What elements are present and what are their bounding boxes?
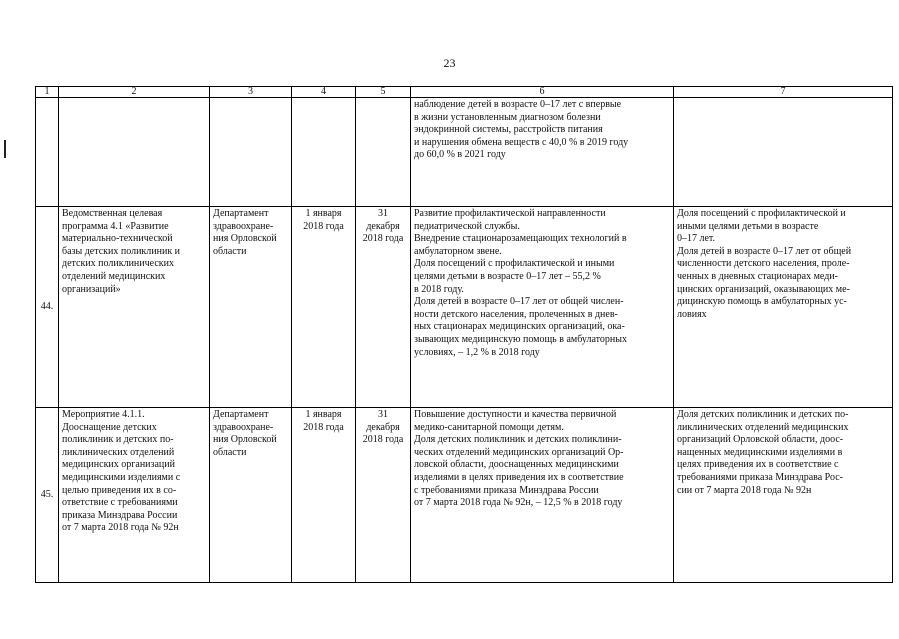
expected-result: Повышение доступности и качества первичной медико-санитарной помощи детям. Доля детских поликлиник и детских поликлини- ческих отделений медицинских организаций Ор- ловской области, дооснащенных медицинскими изделиями в целях приведения их в соответствие с требованиями приказа Минздрава России от 7 марта 2018 года № 92н, – 12,5 % в 2018 году xyxy=(411,408,674,583)
column-header: 5 xyxy=(356,87,411,98)
start-date xyxy=(292,98,356,207)
executor: Департамент здравоохране- ния Орловской области xyxy=(210,207,292,408)
row-number xyxy=(36,98,59,207)
expected-result: наблюдение детей в возрасте 0–17 лет с впервые в жизни установленным диагнозом болезни эндокринной системы, расстройств питания и нарушения обмена веществ с 40,0 % в 2019 году до 60,0 % в 2021 году xyxy=(411,98,674,207)
table-row xyxy=(36,408,893,583)
measure-name xyxy=(59,98,210,207)
table-row xyxy=(36,98,893,207)
header-row xyxy=(36,87,893,98)
end-date: 31 декабря 2018 года xyxy=(356,207,411,408)
column-header: 3 xyxy=(210,87,292,98)
indicator: Доля посещений с профилактической и иными целями детьми в возрасте 0–17 лет. Доля детей в возрасте 0–17 лет от общей численности детского населения, проле- ченных в дневных стационарах меди- цинских организаций, оказывающих ме- дицинскую помощь в амбулаторных ус- ловиях xyxy=(674,207,893,408)
program-table xyxy=(35,86,893,583)
indicator xyxy=(674,98,893,207)
end-date xyxy=(356,98,411,207)
column-header: 2 xyxy=(59,87,210,98)
end-date: 31 декабря 2018 года xyxy=(356,408,411,583)
expected-result: Развитие профилактической направленности педиатрической службы. Внедрение стационарозамещающих технологий в амбулаторном звене. Доля посещений с профилактической и иными целями детьми в возрасте 0–17 лет – 55,2 % в 2018 году. Доля детей в возрасте 0–17 лет от общей числен- ности детского населения, пролеченных в днев- ных стационарах медицинских организаций, ока- зывающих медицинскую помощь в амбулаторных условиях, – 1,2 % в 2018 году xyxy=(411,207,674,408)
indicator: Доля детских поликлиник и детских по- ликлинических отделений медицинских организаций Орловской области, доос- нащенных медицинскими изделиями в целях приведения их в соответствие с требованиями приказа Минздрава Рос- сии от 7 марта 2018 года № 92н xyxy=(674,408,893,583)
start-date: 1 января 2018 года xyxy=(292,408,356,583)
executor: Департамент здравоохране- ния Орловской области xyxy=(210,408,292,583)
start-date: 1 января 2018 года xyxy=(292,207,356,408)
column-header: 4 xyxy=(292,87,356,98)
measure-name: Ведомственная целевая программа 4.1 «Развитие материально-технической базы детских поликлиник и детских поликлинических отделений медицинских организаций» xyxy=(59,207,210,408)
margin-mark xyxy=(4,140,6,158)
page-number: 23 xyxy=(443,56,456,70)
column-header: 6 xyxy=(411,87,674,98)
executor xyxy=(210,98,292,207)
column-header: 7 xyxy=(674,87,893,98)
measure-name: Мероприятие 4.1.1. Дооснащение детских поликлиник и детских по- ликлинических отделений медицинских организаций медицинскими изделиями с целью приведения их в со- ответствие с требованиями приказа Минздрава России от 7 марта 2018 года № 92н xyxy=(59,408,210,583)
row-number: 44. xyxy=(36,207,59,408)
table-row xyxy=(36,207,893,408)
column-header: 1 xyxy=(36,87,59,98)
row-number: 45. xyxy=(36,408,59,583)
